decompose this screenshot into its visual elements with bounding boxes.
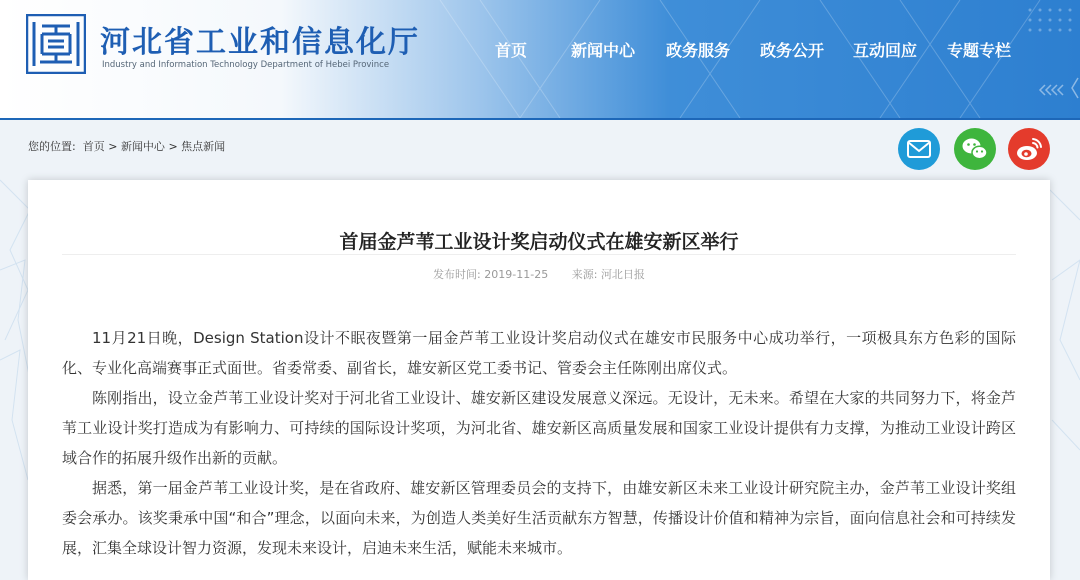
wechat-icon <box>954 128 996 170</box>
article-card <box>28 180 1050 580</box>
nav-item-home[interactable]: 首页 <box>495 41 528 60</box>
breadcrumb-item-news[interactable]: 新闻中心 <box>120 140 165 153</box>
article-paragraph: 据悉，第一届金芦苇工业设计奖，是在省政府、雄安新区管理委员会的支持下，由雄安新区未来工业设计研究院主办，金芦苇工业设计奖组委会承办。该奖秉承中国“和合”理念，以面向未来，为创造人类美好生活贡献东方智慧，传播设计价值和精神为宗旨，面向信息社会和可持续发展，汇集全球设计智力资源，发现未来设计，启迪未来生活，赋能未来城市。 <box>62 479 1016 557</box>
breadcrumb-separator: > <box>108 140 118 153</box>
breadcrumb-item-focus-news[interactable]: 焦点新闻 <box>181 140 226 153</box>
site-header <box>0 0 1080 120</box>
title-divider <box>62 254 1016 255</box>
main-nav <box>0 38 1080 60</box>
nav-item-topics[interactable]: 专题专栏 <box>947 41 1012 60</box>
publish-date: 发布时间: 2019-11-25 <box>433 268 549 281</box>
article-source: 来源: 河北日报 <box>571 268 645 281</box>
nav-item-interaction[interactable]: 互动回应 <box>853 41 918 60</box>
nav-item-services[interactable]: 政务服务 <box>666 41 731 60</box>
nav-item-news[interactable]: 新闻中心 <box>571 41 636 60</box>
share-mail-button[interactable] <box>898 128 940 170</box>
article-body <box>62 323 1016 563</box>
site-title: 河北省工业和信息化厅 <box>100 25 420 60</box>
article-paragraph: 陈刚指出，设立金芦苇工业设计奖对于河北省工业设计、雄安新区建设发展意义深远。无设计，无未来。希望在大家的共同努力下，将金芦苇工业设计奖打造成为有影响力、可持续的国际设计奖项，为河北省、雄安新区高质量发展和国家工业设计提供有力支撑，为推动工业设计跨区域合作的拓展升级作出新的贡献。 <box>62 389 1016 467</box>
mail-icon <box>898 128 940 170</box>
breadcrumb-item-home[interactable]: 首页 <box>82 140 105 153</box>
breadcrumb <box>28 138 225 154</box>
nav-item-public-affairs[interactable]: 政务公开 <box>760 41 825 60</box>
breadcrumb-separator: > <box>168 140 178 153</box>
article-title: 首届金芦苇工业设计奖启动仪式在雄安新区举行 <box>339 230 739 253</box>
site-subtitle: Industry and Information Technology Department of Hebei Province <box>102 60 390 70</box>
breadcrumb-label: 您的位置: <box>28 140 76 153</box>
article-meta <box>28 266 1050 282</box>
article-paragraph: 11月21日晚，Design Station设计不眠夜暨第一届金芦苇工业设计奖启动仪式在雄安市民服务中心成功举行，一项极具东方色彩的国际化、专业化高端赛事正式面世。省委常委、副省长，雄安新区党工委书记、管委会主任陈刚出席仪式。 <box>62 329 1016 377</box>
share-wechat-button[interactable] <box>954 128 996 170</box>
share-weibo-button[interactable] <box>1008 128 1050 170</box>
weibo-icon <box>1008 128 1050 170</box>
